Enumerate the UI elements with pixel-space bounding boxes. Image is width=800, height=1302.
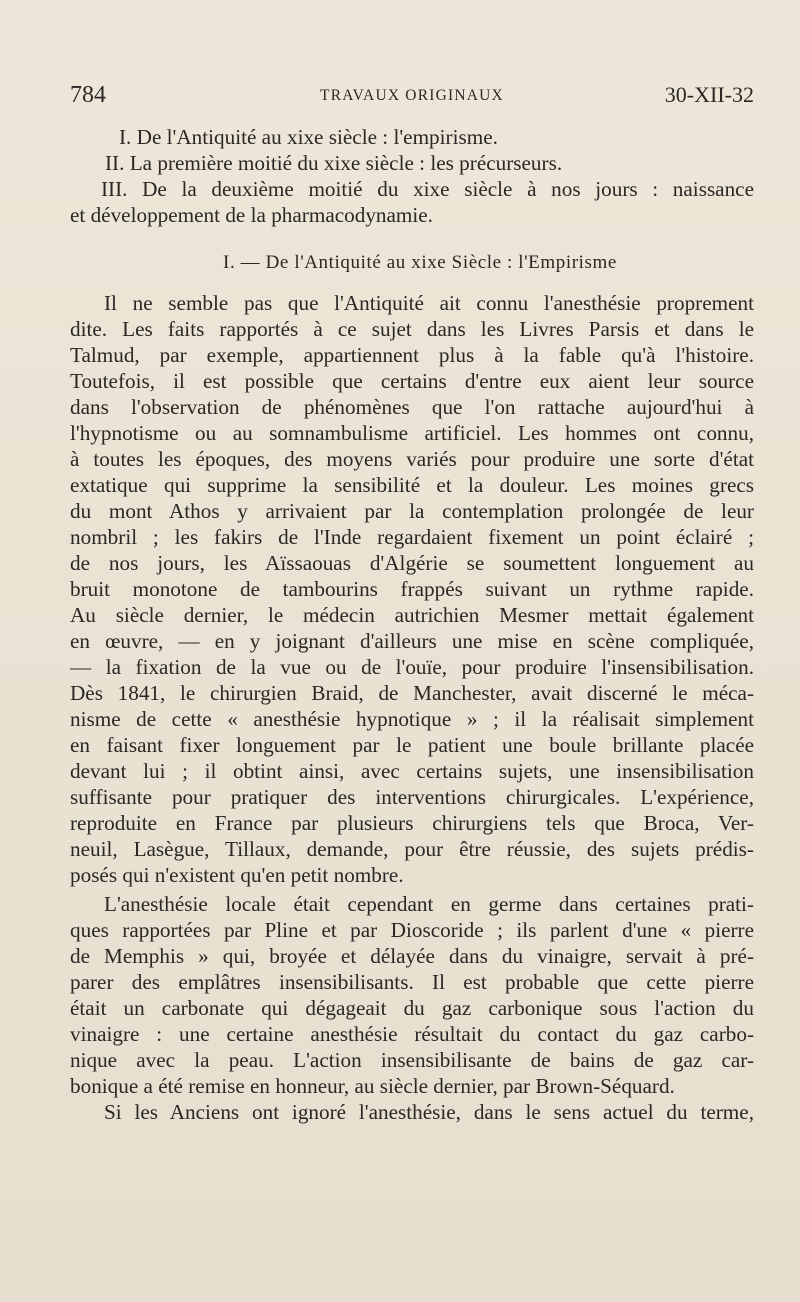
text-line: Il ne semble pas que l'Antiquité ait connu l'anesthésie proprement: [104, 291, 754, 315]
text-line: à toutes les époques, des moyens variés pour produire une sorte d'état: [70, 447, 754, 471]
paragraph: [70, 290, 754, 888]
text-line: posés qui n'existent qu'en petit nombre.: [70, 863, 404, 887]
text-line: en œuvre, — en y joignant d'ailleurs une mise en scène compliquée,: [70, 629, 754, 653]
text-line: Si les Anciens ont ignoré l'anesthésie, dans le sens actuel du terme,: [104, 1100, 754, 1124]
text-line: parer des emplâtres insensibilisants. Il est probable que cette pierre: [70, 970, 754, 994]
text-line: neuil, Lasègue, Tillaux, demande, pour être réussie, des sujets prédis-: [70, 837, 754, 861]
text-line: dite. Les faits rapportés à ce sujet dans les Livres Parsis et dans le: [70, 317, 754, 341]
body-text: [70, 124, 754, 1125]
text-line: reproduite en France par plusieurs chirurgiens tels que Broca, Ver-: [70, 811, 754, 835]
text-line: devant lui ; il obtint ainsi, avec certains sujets, une insensibilisation: [70, 759, 754, 783]
text-line: Toutefois, il est possible que certains d'entre eux aient leur source: [70, 369, 754, 393]
page-number: 784: [70, 82, 106, 108]
outline-item-continuation: et développement de la pharmacodynamie.: [70, 203, 433, 227]
running-title: TRAVAUX ORIGINAUX: [320, 87, 504, 104]
text-line: Talmud, par exemple, appartiennent plus à la fable qu'à l'histoire.: [70, 343, 754, 367]
text-line: Au siècle dernier, le médecin autrichien Mesmer mettait également: [70, 603, 754, 627]
text-line: de nos jours, les Aïssaouas d'Algérie se soumettent longuement au: [70, 551, 754, 575]
section-heading: I. — De l'Antiquité au xixe Siècle : l'Empirisme: [223, 252, 617, 273]
text-line: — la fixation de la vue ou de l'ouïe, pour produire l'insensibilisation.: [70, 655, 754, 679]
text-line: Dès 1841, le chirurgien Braid, de Manchester, avait discerné le méca-: [70, 681, 754, 705]
text-line: ques rapportées par Pline et par Dioscoride ; ils parlent d'une « pierre: [70, 918, 754, 942]
text-line: était un carbonate qui dégageait du gaz carbonique sous l'action du: [70, 996, 754, 1020]
text-line: nombril ; les fakirs de l'Inde regardaient fixement un point éclairé ;: [70, 525, 754, 549]
text-line: nique avec la peau. L'action insensibilisante de bains de gaz car-: [70, 1048, 754, 1072]
text-line: l'hypnotisme ou au somnambulisme artificiel. Les hommes ont connu,: [70, 421, 754, 445]
text-line: dans l'observation de phénomènes que l'on rattache aujourd'hui à: [70, 395, 754, 419]
text-line: nisme de cette « anesthésie hypnotique » ; il la réalisait simplement: [70, 707, 754, 731]
text-line: bonique a été remise en honneur, au siècle dernier, par Brown-Séquard.: [70, 1074, 675, 1098]
text-line: en faisant fixer longuement par le patient une boule brillante placée: [70, 733, 754, 757]
outline-item: II. La première moitié du xixe siècle : les précurseurs.: [105, 151, 563, 175]
text-line: L'anesthésie locale était cependant en germe dans certaines prati-: [104, 892, 754, 916]
paragraph: [70, 891, 754, 1099]
text-line: extatique qui supprime la sensibilité et la douleur. Les moines grecs: [70, 473, 754, 497]
outline-item: III. De la deuxième moitié du xixe siècle à nos jours : naissance: [101, 177, 754, 201]
text-line: vinaigre : une certaine anesthésie résultait du contact du gaz carbo-: [70, 1022, 754, 1046]
outline-list: [70, 124, 754, 228]
paragraph: [70, 1099, 754, 1125]
text-line: bruit monotone de tambourins frappés suivant un rythme rapide.: [70, 577, 754, 601]
issue-date: 30-XII-32: [664, 82, 754, 107]
running-header: [70, 82, 754, 112]
text-line: de Memphis » qui, broyée et délayée dans du vinaigre, servait à pré-: [70, 944, 754, 968]
outline-item: I. De l'Antiquité au xixe siècle : l'empirisme.: [119, 125, 498, 149]
text-line: du mont Athos y arrivaient par la contemplation prolongée de leur: [70, 499, 754, 523]
text-line: suffisante pour pratiquer des interventions chirurgicales. L'expérience,: [70, 785, 754, 809]
